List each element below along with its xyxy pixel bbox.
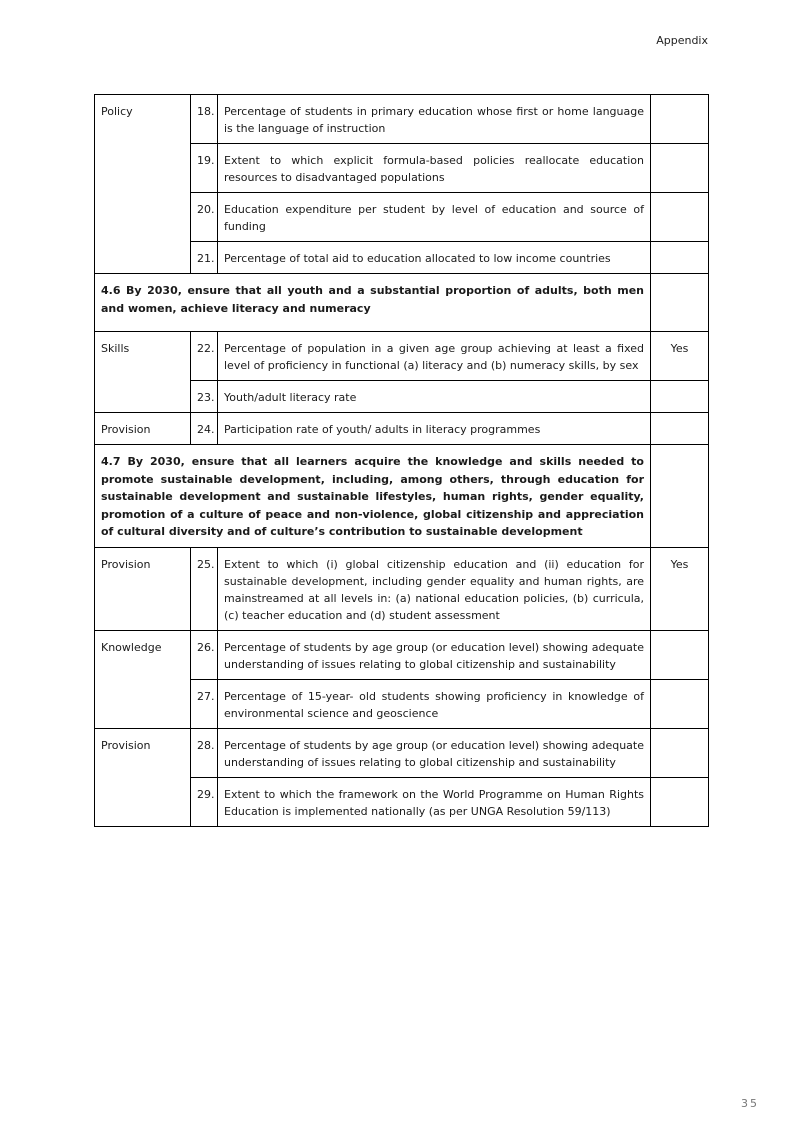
indicator-flag [651,193,709,242]
indicator-number: 29. [191,777,218,826]
indicator-number: 26. [191,630,218,679]
category-cell: Knowledge [95,630,191,728]
indicator-flag: Yes [651,547,709,630]
indicator-description: Percentage of students in primary education whose first or home language is the language of instruction [218,95,651,144]
indicator-flag [651,679,709,728]
table-row [95,547,709,630]
page-number: 35 [741,1097,759,1110]
indicator-number: 28. [191,728,218,777]
table-row [95,630,709,679]
table-row [95,728,709,777]
running-header: Appendix [656,34,708,47]
target-heading: 4.6 By 2030, ensure that all youth and a substantial proportion of adults, both men and women, achieve literacy and numeracy [95,274,651,332]
indicator-flag [651,144,709,193]
indicator-description: Education expenditure per student by level of education and source of funding [218,193,651,242]
indicator-description: Extent to which the framework on the World Programme on Human Rights Education is implemented nationally (as per UNGA Resolution 59/113) [218,777,651,826]
indicator-flag [651,445,709,548]
target-row [95,274,709,332]
indicator-description: Participation rate of youth/ adults in literacy programmes [218,413,651,445]
indicator-number: 23. [191,381,218,413]
category-cell: Skills [95,332,191,413]
indicator-flag [651,630,709,679]
indicator-description: Youth/adult literacy rate [218,381,651,413]
indicator-flag [651,381,709,413]
indicator-table [94,94,709,827]
category-cell: Provision [95,728,191,826]
table-row [95,332,709,381]
indicator-description: Percentage of total aid to education allocated to low income countries [218,242,651,274]
indicator-description: Percentage of population in a given age group achieving at least a fixed level of proficiency in functional (a) literacy and (b) numeracy skills, by sex [218,332,651,381]
target-row [95,445,709,548]
indicator-number: 20. [191,193,218,242]
indicator-flag [651,413,709,445]
indicator-description: Percentage of students by age group (or education level) showing adequate understanding of issues relating to global citizenship and sustainability [218,728,651,777]
indicator-description: Percentage of 15-year- old students showing proficiency in knowledge of environmental science and geoscience [218,679,651,728]
indicator-flag [651,728,709,777]
indicator-number: 25. [191,547,218,630]
indicator-number: 21. [191,242,218,274]
indicator-flag [651,242,709,274]
indicator-description: Extent to which explicit formula-based policies reallocate education resources to disadvantaged populations [218,144,651,193]
category-cell: Policy [95,95,191,274]
indicator-number: 24. [191,413,218,445]
indicator-flag [651,777,709,826]
category-cell: Provision [95,413,191,445]
indicator-number: 18. [191,95,218,144]
category-cell: Provision [95,547,191,630]
table-row [95,413,709,445]
table-row [95,95,709,144]
indicator-flag: Yes [651,332,709,381]
indicator-flag [651,274,709,332]
indicator-description: Percentage of students by age group (or education level) showing adequate understanding of issues relating to global citizenship and sustainability [218,630,651,679]
indicator-number: 19. [191,144,218,193]
indicator-flag [651,95,709,144]
indicator-number: 22. [191,332,218,381]
indicator-description: Extent to which (i) global citizenship education and (ii) education for sustainable development, including gender equality and human rights, are mainstreamed at all levels in: (a) national education policies, (b) curricula, (c) teacher education and (d) student assessment [218,547,651,630]
target-heading: 4.7 By 2030, ensure that all learners acquire the knowledge and skills needed to promote sustainable development, including, among others, through education for sustainable development and sustainable lifestyles, human rights, gender equality, promotion of a culture of peace and non-violence, global citizenship and appreciation of cultural diversity and of culture’s contribution to sustainable development [95,445,651,548]
indicator-number: 27. [191,679,218,728]
